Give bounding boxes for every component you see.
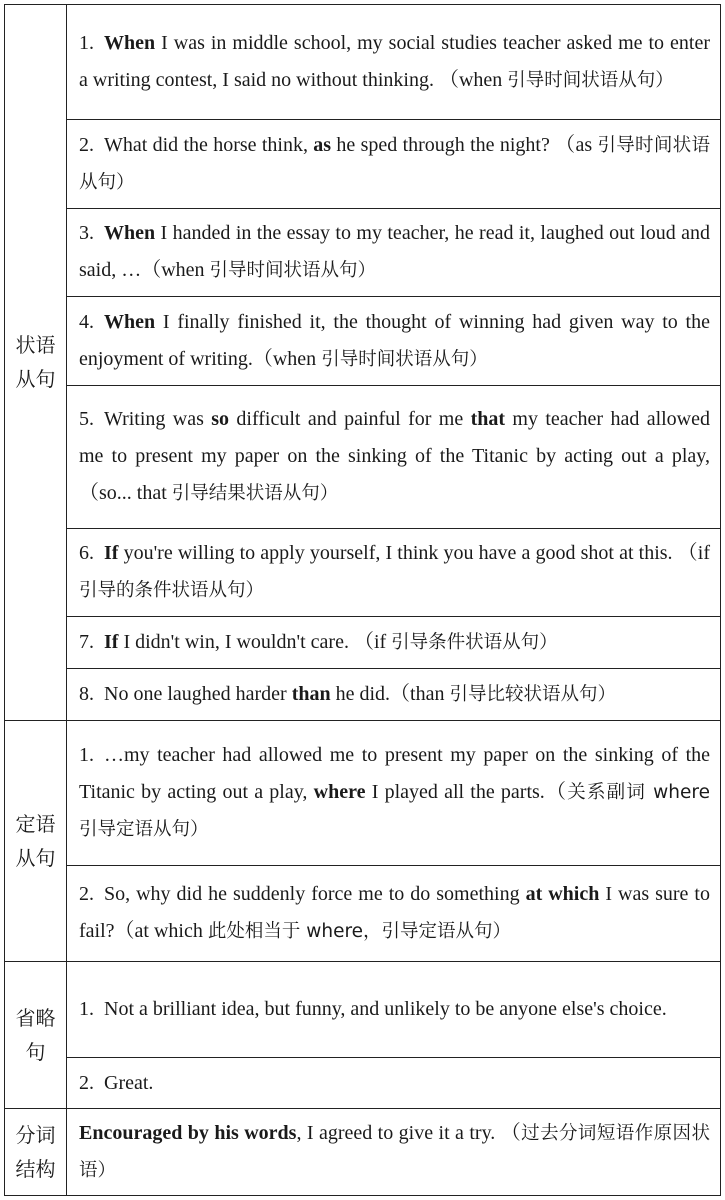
sentence-cell: [67, 669, 721, 721]
item-number: 1.: [79, 32, 94, 55]
item-number: 5.: [79, 408, 94, 431]
table-row: [5, 720, 721, 865]
item-number: 2.: [79, 134, 94, 156]
grammar-note: 过去分词短语作原因状语）: [79, 1122, 710, 1181]
item-number: 2.: [79, 1071, 94, 1094]
sentence-text: Writing was: [104, 408, 212, 431]
table-row: [5, 669, 721, 721]
sentence-text: he sped through the night? （as: [331, 134, 598, 156]
table-row: [5, 208, 721, 296]
sentence-text: I played all the parts.（: [365, 781, 568, 804]
sentence-cell: [67, 5, 721, 120]
table-row: [5, 528, 721, 616]
grammar-note: 此处相当于 where，引导定语从句）: [207, 921, 512, 943]
category-label: 状语从句: [15, 333, 56, 392]
table-row: [5, 296, 721, 385]
grammar-table: [4, 4, 721, 1196]
grammar-note: 引导的条件状语从句）: [79, 580, 265, 602]
category-cell: [5, 720, 67, 961]
sentence-cell: [67, 385, 721, 528]
table-row: [5, 1058, 721, 1109]
sentence-cell: [67, 208, 721, 296]
sentence-cell: [67, 120, 721, 208]
category-cell: [5, 962, 67, 1109]
sentence-text: you're willing to apply yourself, I think you have a good shot at this. （if: [118, 542, 710, 565]
sentence-text: he did.（than: [330, 683, 450, 706]
grammar-note: 引导时间状语从句）: [79, 135, 710, 193]
grammar-note: 关系副词 where 引导定语从句）: [79, 782, 710, 841]
keyword: than: [291, 683, 331, 706]
item-number: 8.: [79, 683, 94, 706]
table-row: [5, 865, 721, 961]
sentence-text: …my teacher had allowed me to present my paper on the sinking of the Titanic by acting out a play,: [79, 744, 710, 804]
grammar-note: 引导时间状语从句）: [507, 70, 674, 92]
item-number: 4.: [79, 310, 94, 333]
sentence-cell: [67, 720, 721, 865]
sentence-text: I was in middle school, my social studies teacher asked me to enter a writing contest, I said no without thinking. （when: [79, 32, 710, 92]
sentence-text: I handed in the essay to my teacher, he read it, laughed out loud and said, …（when: [79, 222, 710, 282]
category-label: 定语从句: [15, 811, 56, 870]
sentence-text: , I agreed to give it a try. （: [296, 1121, 522, 1144]
grammar-note: 引导结果状语从句）: [171, 483, 339, 505]
keyword: Encouraged by his words: [79, 1121, 297, 1144]
item-number: 1.: [79, 744, 94, 767]
item-number: 6.: [79, 542, 94, 565]
sentence-text: I didn't win, I wouldn't care. （if: [118, 631, 392, 654]
keyword: as: [313, 134, 332, 156]
table-row: [5, 962, 721, 1058]
keyword: where: [313, 781, 366, 804]
sentence-text: No one laughed harder: [104, 683, 292, 706]
sentence-text: Not a brilliant idea, but funny, and unlikely to be anyone else's choice.: [104, 998, 667, 1021]
grammar-note: 引导比较状语从句）: [449, 684, 617, 706]
item-number: 3.: [79, 222, 94, 245]
sentence-cell: [67, 1058, 721, 1109]
table-row: [5, 616, 721, 669]
item-number: 1.: [79, 998, 94, 1021]
keyword: When: [104, 32, 156, 55]
table-row: [5, 120, 721, 208]
sentence-text: Great.: [104, 1071, 154, 1094]
sentence-cell: [67, 1108, 721, 1195]
keyword: If: [104, 631, 119, 654]
sentence-text: I finally finished it, the thought of winning had given way to the enjoyment of writing.（when: [79, 310, 710, 370]
grammar-note: 引导时间状语从句）: [321, 348, 488, 370]
grammar-note: 引导条件状语从句）: [391, 632, 558, 654]
keyword: at which: [525, 883, 600, 906]
keyword: that: [470, 408, 506, 431]
sentence-text: So, why did he suddenly force me to do something: [104, 883, 526, 906]
sentence-text: I was sure to fail?（at which: [79, 883, 710, 943]
sentence-cell: [67, 296, 721, 385]
sentence-text: difficult and painful for me: [229, 408, 471, 431]
sentence-cell: [67, 865, 721, 961]
sentence-cell: [67, 528, 721, 616]
category-cell: [5, 5, 67, 721]
sentence-cell: [67, 962, 721, 1058]
keyword: If: [104, 542, 119, 565]
keyword: so: [211, 408, 230, 431]
category-label: 省略句: [15, 1005, 56, 1064]
keyword: When: [104, 222, 156, 245]
sentence-text: my teacher had allowed me to present my paper on the sinking of the Titanic by acting out a play,（so... that: [79, 408, 711, 505]
category-cell: [5, 1108, 67, 1195]
item-number: 2.: [79, 883, 94, 906]
keyword: When: [104, 310, 156, 333]
sentence-text: What did the horse think,: [104, 134, 314, 156]
grammar-note: 引导时间状语从句）: [209, 260, 377, 282]
table-row: [5, 5, 721, 120]
sentence-cell: [67, 616, 721, 669]
table-row: [5, 385, 721, 528]
item-number: 7.: [79, 631, 94, 654]
category-label: 分词结构: [15, 1122, 56, 1181]
table-row: [5, 1108, 721, 1195]
